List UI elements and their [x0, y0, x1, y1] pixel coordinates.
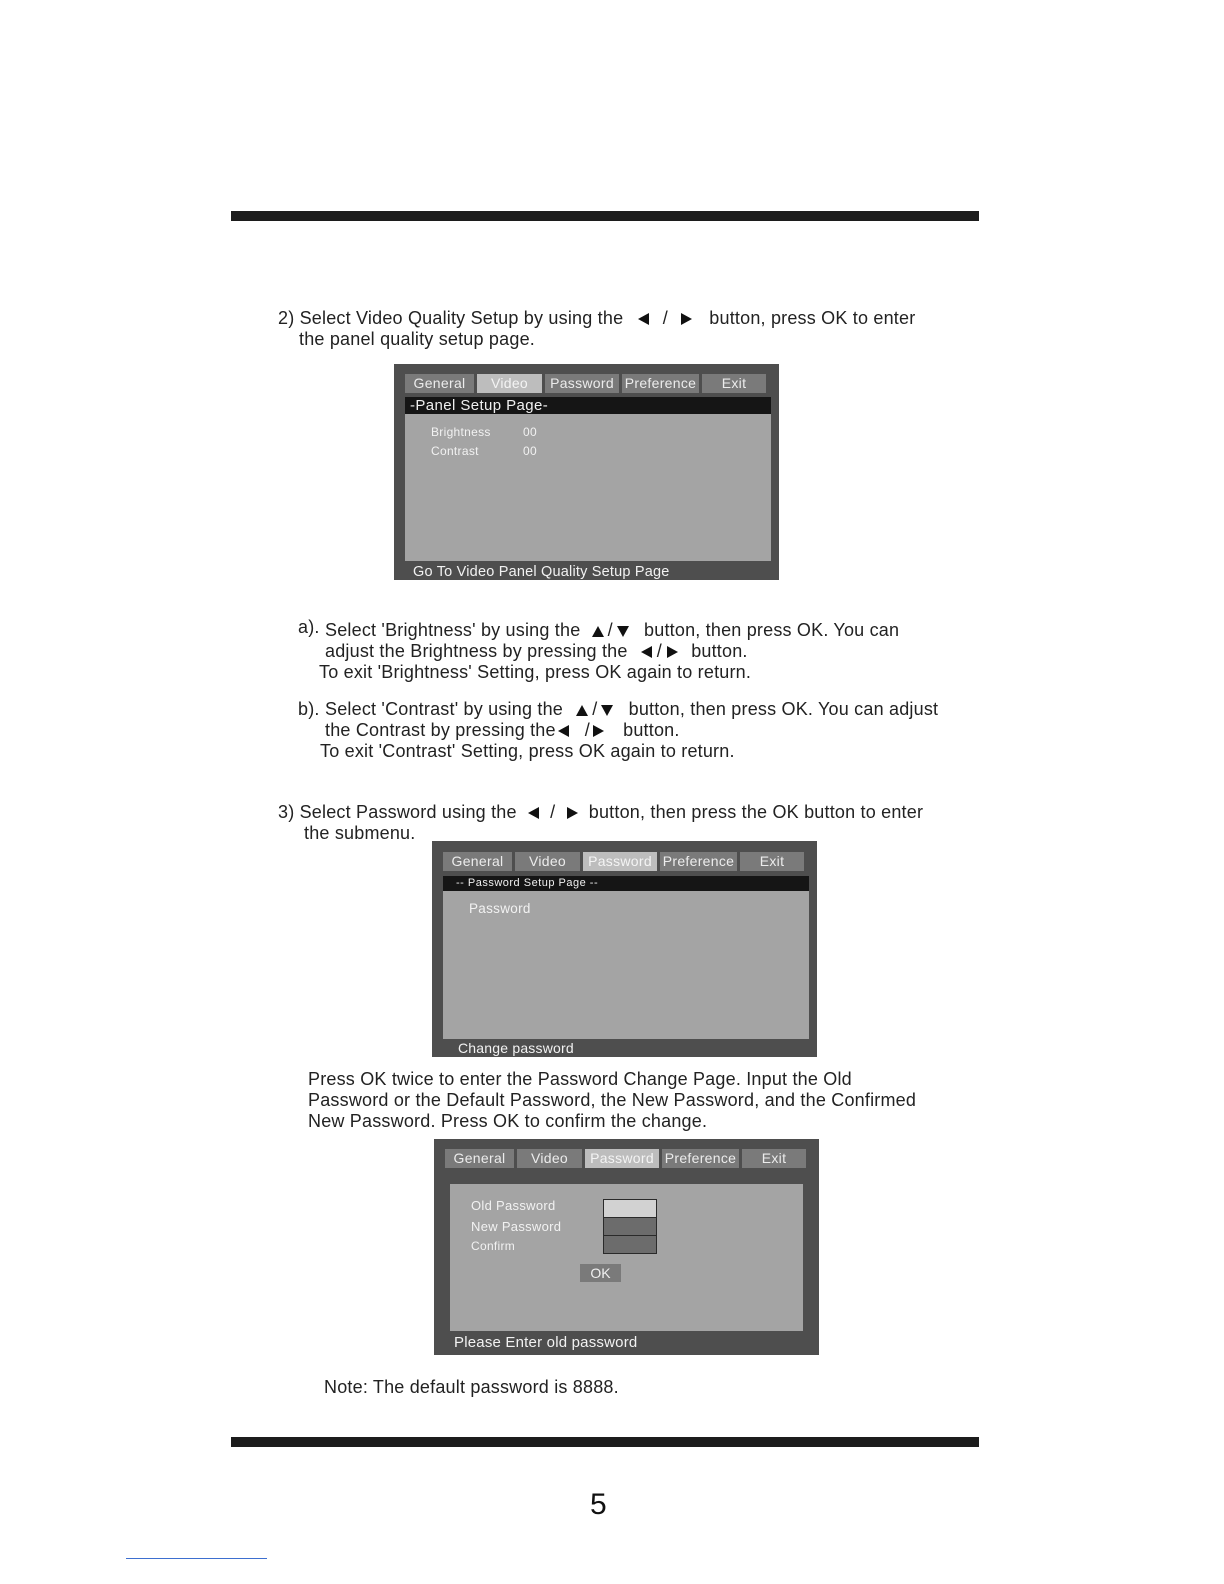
tab-exit[interactable]: Exit [740, 852, 804, 871]
menu1-footer: Go To Video Panel Quality Setup Page [413, 564, 670, 580]
menu1-panel [405, 397, 771, 561]
confirm-password-field[interactable] [603, 1235, 657, 1254]
link-underline [126, 1558, 267, 1559]
password-change-screen [434, 1139, 819, 1355]
video-line1: 2) Select Video Quality Setup by using the [278, 308, 624, 328]
tab-general[interactable]: General [405, 374, 474, 393]
default-password-note: Note: The default password is 8888. [324, 1377, 619, 1397]
tab-preference[interactable]: Preference [662, 1149, 739, 1168]
contrast-label[interactable]: Contrast [431, 444, 479, 458]
right-arrow-icon [667, 646, 678, 658]
tab-general[interactable]: General [443, 852, 512, 871]
ok-button[interactable]: OK [580, 1264, 621, 1282]
right-arrow-icon [567, 807, 578, 819]
new-password-label: New Password [471, 1219, 562, 1234]
up-arrow-icon [592, 626, 604, 637]
page-number: 5 [590, 1488, 607, 1521]
brightness-label[interactable]: Brightness [431, 425, 491, 439]
left-arrow-icon [558, 725, 569, 737]
tab-password[interactable]: Password [545, 374, 619, 393]
video-line2: the panel quality setup page. [299, 329, 535, 349]
brightness-marker: a). [298, 617, 320, 637]
up-arrow-icon [576, 705, 588, 716]
top-rule [231, 211, 979, 221]
old-password-field[interactable] [603, 1199, 657, 1218]
right-arrow-icon [593, 725, 604, 737]
right-arrow-icon [681, 313, 692, 325]
left-arrow-icon [641, 646, 652, 658]
old-password-label: Old Password [471, 1198, 556, 1213]
password-item[interactable]: Password [469, 901, 531, 916]
bottom-rule [231, 1437, 979, 1447]
menu3-footer: Please Enter old password [454, 1334, 638, 1351]
password-setup-header: -- Password Setup Page -- [443, 876, 809, 891]
tab-exit[interactable]: Exit [702, 374, 766, 393]
tab-password[interactable]: Password [585, 1149, 659, 1168]
contrast-marker: b). [298, 699, 320, 719]
tab-preference[interactable]: Preference [660, 852, 737, 871]
tab-password[interactable]: Password [583, 852, 657, 871]
tab-preference[interactable]: Preference [622, 374, 699, 393]
down-arrow-icon [617, 626, 629, 637]
video-line1-end: button, press OK to enter [709, 308, 916, 328]
left-arrow-icon [638, 313, 649, 325]
confirm-label: Confirm [471, 1239, 516, 1253]
tab-exit[interactable]: Exit [742, 1149, 806, 1168]
down-arrow-icon [601, 705, 613, 716]
menu2-tabs [443, 852, 804, 871]
tab-video[interactable]: Video [477, 374, 542, 393]
menu2-footer: Change password [458, 1040, 574, 1056]
contrast-value: 00 [523, 444, 537, 458]
password-setup-screen [432, 841, 817, 1057]
panel-setup-screen [394, 364, 779, 580]
menu1-tabs [405, 374, 766, 393]
tab-general[interactable]: General [445, 1149, 514, 1168]
panel-setup-header: -Panel Setup Page- [405, 397, 771, 414]
new-password-field[interactable] [603, 1217, 657, 1236]
tab-video[interactable]: Video [515, 852, 580, 871]
brightness-value: 00 [523, 425, 537, 439]
left-arrow-icon [528, 807, 539, 819]
tab-video[interactable]: Video [517, 1149, 582, 1168]
menu3-tabs [445, 1149, 806, 1168]
